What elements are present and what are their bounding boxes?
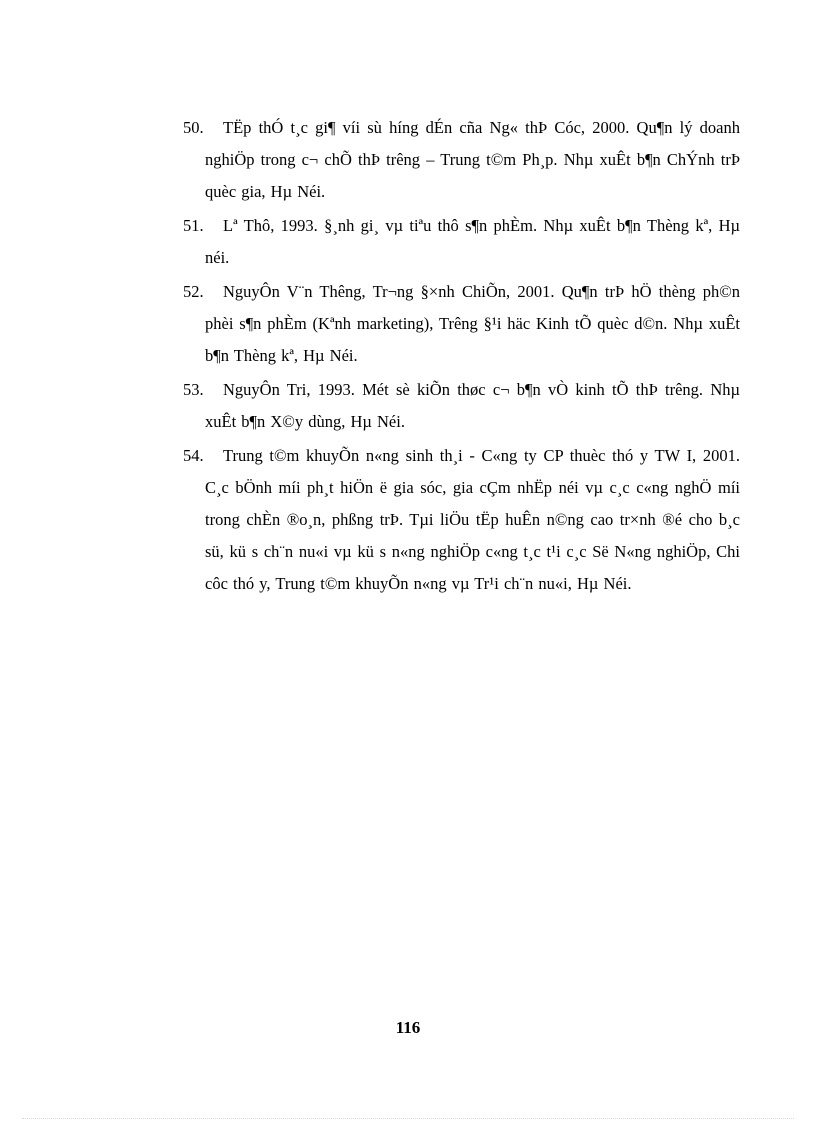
footer-divider [22,1118,794,1119]
reference-number: 52. [183,282,204,301]
reference-text: NguyÔn Tri, 1993. Mét sè kiÕn thøc c¬ b¶n vÒ kinh tÕ thÞ trêng. Nhµ xuÊt b¶n X©y dùng, Hµ Néi. [205,380,740,431]
reference-number: 51. [183,216,204,235]
reference-number: 50. [183,118,204,137]
reference-item [183,276,740,372]
reference-number: 53. [183,380,204,399]
reference-item [183,112,740,208]
page-number: 116 [395,1018,421,1037]
reference-number: 54. [183,446,204,465]
reference-text: Lª Thô, 1993. §¸nh gi¸ vµ tiªu thô s¶n phÈm. Nhµ xuÊt b¶n Thèng kª, Hµ néi. [205,216,740,267]
reference-text: Trung t©m khuyÕn n«ng sinh th¸i - C«ng ty CP thuèc thó y TW I, 2001. C¸c bÖnh míi ph¸t hiÖn ë gia sóc, gia cÇm nhËp néi vµ c¸c c«ng nghÖ míi trong chÈn ®o¸n, phßng trÞ. Tµi liÖu tËp huÊn n©ng cao tr×nh ®é cho b¸c sü, kü s ch¨n nu«i vµ kü s n«ng nghiÖp c«ng t¸c t¹i c¸c Së N«ng nghiÖp, Chi côc thó y, Trung t©m khuyÕn n«ng vµ Tr¹i ch¨n nu«i, Hµ Néi. [205,446,740,593]
reference-item [183,374,740,438]
reference-list [183,112,740,602]
reference-text: NguyÔn V¨n Thêng, Tr¬ng §×nh ChiÕn, 2001. Qu¶n trÞ hÖ thèng ph©n phèi s¶n phÈm (Kªnh marketing), Trêng §¹i häc Kinh tÕ quèc d©n. Nhµ xuÊt b¶n Thèng kª, Hµ Néi. [205,282,740,365]
reference-item [183,440,740,600]
reference-item [183,210,740,274]
reference-text: TËp thÓ t¸c gi¶ víi sù híng dÉn cña Ng« thÞ Cóc, 2000. Qu¶n lý doanh nghiÖp trong c¬ chÕ thÞ trêng – Trung t©m Ph¸p. Nhµ xuÊt b¶n ChÝnh trÞ quèc gia, Hµ Néi. [205,118,740,201]
